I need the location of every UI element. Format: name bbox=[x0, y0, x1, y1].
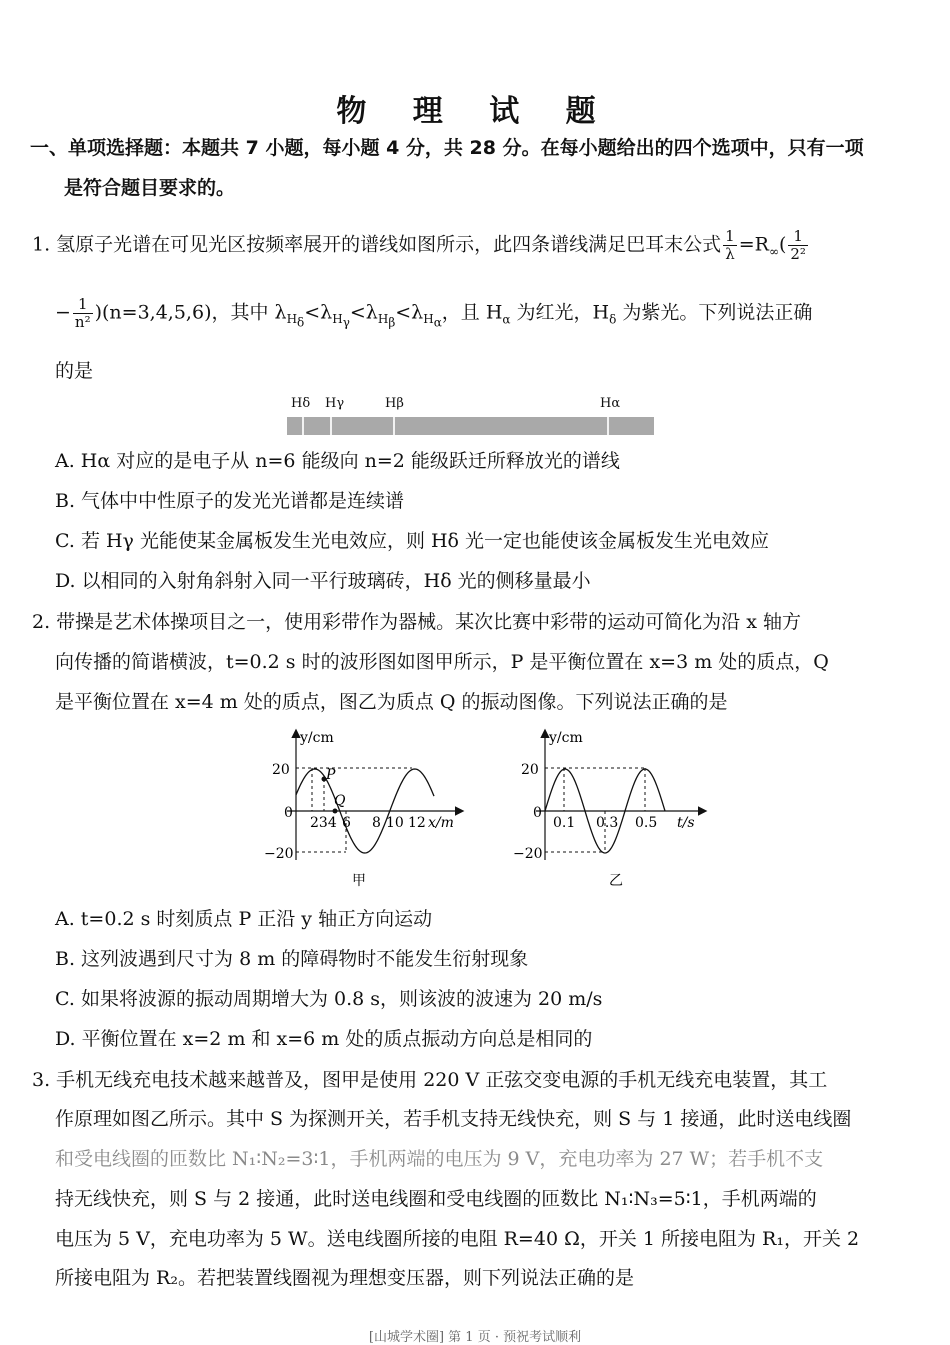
q1-text-4: 为红光，H bbox=[510, 301, 610, 324]
t-axis-label: t/s bbox=[677, 815, 695, 831]
spectrum-label-halpha: Hα bbox=[600, 396, 621, 411]
section-heading-line1: 一、单项选择题：本题共 7 小题，每小题 4 分，共 28 分。在每小题给出的四个选项中，只有一项 bbox=[30, 137, 864, 159]
point-q bbox=[333, 809, 338, 814]
fraction-1-over-2sq: $\frac{1}{\text{2²}}$ bbox=[790, 227, 806, 263]
spectrum-line-hdelta bbox=[302, 417, 304, 435]
q3-line2: 作原理如图乙所示。其中 S 为探测开关，若手机支持无线快充，则 S 与 1 接通，此时送电线圈 bbox=[55, 1108, 852, 1130]
q2-option-b: B. 这列波遇到尺寸为 8 m 的障碍物时不能发生衍射现象 bbox=[55, 948, 529, 970]
xtick-8: 8 bbox=[372, 815, 381, 831]
q3-line5: 电压为 5 V，充电功率为 5 W。送电线圈所接的电阻 R=40 Ω，开关 1 所接电阻为 R₁，开关 2 bbox=[55, 1228, 860, 1250]
q1-option-d: D. 以相同的入射角斜射入同一平行玻璃砖，Hδ 光的侧移量最小 bbox=[55, 570, 591, 592]
xtick-234: 234 bbox=[310, 815, 337, 831]
dashed-verticals bbox=[564, 768, 645, 852]
q1-text: 1. 氢原子光谱在可见光区按频率展开的谱线如图所示，此四条谱线满足巴耳末公式 bbox=[32, 233, 722, 256]
ytick-neg20: −20 bbox=[264, 846, 294, 862]
ytick-0: 0 bbox=[533, 805, 542, 821]
fraction-1-over-n-sq: $\frac{1}{\text{n²}}$ bbox=[74, 295, 91, 331]
ytick-20: 20 bbox=[521, 762, 539, 778]
spectrum-label-hgamma: Hγ bbox=[325, 396, 345, 411]
page-footer: [山城学术圈] 第 1 页 · 预祝考试顺利 bbox=[368, 1330, 582, 1345]
caption-yi: 乙 bbox=[609, 873, 623, 889]
figure-vibration bbox=[505, 725, 715, 890]
q1-line1: 1. 氢原子光谱在可见光区按频率展开的谱线如图所示，此四条谱线满足巴耳末公式 $\frac{1}{\lambda}$ $=R_\infty$( $\frac{1}{\text{2²}}$ bbox=[32, 227, 806, 263]
q3-line1: 3. 手机无线充电技术越来越普及，图甲是使用 220 V 正弦交变电源的手机无线充电装置，其工 bbox=[32, 1069, 828, 1091]
paren: ( bbox=[778, 233, 787, 256]
ytick-20: 20 bbox=[272, 762, 290, 778]
q3-line4: 持无线快充，则 S 与 2 接通，此时送电线圈和受电线圈的匝数比 N₁∶N₃=5∶1，手机两端的 bbox=[55, 1188, 817, 1210]
ytick-0: 0 bbox=[284, 805, 293, 821]
spectrum-line-hgamma bbox=[330, 417, 332, 435]
xtick-10: 10 bbox=[386, 815, 404, 831]
figure-wave bbox=[262, 725, 472, 890]
ttick-0.1: 0.1 bbox=[553, 815, 576, 831]
spectrum-line-hbeta bbox=[393, 417, 395, 435]
q2-line1: 2. 带操是艺术体操项目之一，使用彩带作为器械。某次比赛中彩带的运动可简化为沿 x 轴方 bbox=[32, 611, 801, 633]
q2-line3: 是平衡位置在 x=4 m 处的质点，图乙为质点 Q 的振动图像。下列说法正确的是 bbox=[55, 691, 728, 713]
lt-1: <λ bbox=[304, 301, 333, 324]
dashed-guides bbox=[296, 768, 412, 852]
section-heading-line2: 是符合题目要求的。 bbox=[64, 177, 236, 199]
sub-alpha: α bbox=[502, 312, 511, 327]
fraction-1-over-lambda: $\frac{1}{\lambda}$ bbox=[725, 227, 735, 263]
q2-line2: 向传播的简谐横波，t=0.2 s 时的波形图如图甲所示，P 是平衡位置在 x=3 m 处的质点，Q bbox=[55, 651, 829, 673]
sub-delta: δ bbox=[609, 312, 617, 327]
q3-line6: 所接电阻为 R₂。若把装置线圈视为理想变压器，则下列说法正确的是 bbox=[55, 1267, 634, 1289]
spectrum-label-hbeta: Hβ bbox=[385, 396, 404, 411]
minus: − bbox=[55, 301, 71, 324]
caption-jia: 甲 bbox=[352, 873, 366, 889]
q3-line3: 和受电线圈的匝数比 N₁∶N₂=3∶1，手机两端的电压为 9 V，充电功率为 27 W；若手机不支 bbox=[55, 1148, 824, 1170]
q2-option-d: D. 平衡位置在 x=2 m 和 x=6 m 处的质点振动方向总是相同的 bbox=[55, 1028, 593, 1050]
q1-text-5: 为紫光。下列说法正确 bbox=[616, 301, 813, 324]
section-heading bbox=[30, 128, 920, 208]
q1-line2: − $\frac{1}{\text{n²}}$ )(n=3,4,5,6)，其中 $\lambda_{H_\delta}<\lambda_{H_\gamma}<\lambda_{H_\beta}<\lambda_{H_\alpha}$，且 $H_\alpha$ 为红光，$H_\delta$ 为紫光。下列说法正确 bbox=[55, 295, 813, 331]
q1-option-c: C. 若 Hγ 光能使某金属板发生光电效应，则 Hδ 光一定也能使该金属板发生光电效应 bbox=[55, 530, 770, 552]
page-title: 物 理 试 题 bbox=[336, 94, 614, 129]
lt-2: <λ bbox=[349, 301, 378, 324]
spectrum-bar bbox=[287, 417, 654, 435]
x-axis-label: x/m bbox=[428, 815, 454, 831]
label-q: Q bbox=[334, 793, 346, 809]
ttick-0.5: 0.5 bbox=[635, 815, 658, 831]
ttick-0.3: 0.3 bbox=[596, 815, 619, 831]
xtick-6: 6 bbox=[342, 815, 351, 831]
q1-line3: 的是 bbox=[55, 360, 94, 382]
q1-text-3: ，且 H bbox=[441, 301, 503, 324]
ytick-neg20: −20 bbox=[513, 846, 543, 862]
q1-text-2: )(n=3,4,5,6)，其中 λ bbox=[94, 301, 287, 324]
label-p: P bbox=[326, 767, 336, 783]
q2-option-c: C. 如果将波源的振动周期增大为 0.8 s，则该波的波速为 20 m/s bbox=[55, 988, 603, 1010]
y-axis-label: y/cm bbox=[300, 730, 334, 746]
xtick-12: 12 bbox=[408, 815, 426, 831]
spectrum-line-halpha bbox=[607, 417, 609, 435]
spectrum-label-hdelta: Hδ bbox=[291, 396, 311, 411]
q1-option-a: A. Hα 对应的是电子从 n=6 能级向 n=2 能级跃迁所释放光的谱线 bbox=[55, 450, 620, 472]
y-axis-label: y/cm bbox=[549, 730, 583, 746]
q1-option-b: B. 气体中中性原子的发光光谱都是连续谱 bbox=[55, 490, 405, 512]
rydberg-symbol: =R bbox=[738, 233, 769, 256]
q2-option-a: A. t=0.2 s 时刻质点 P 正沿 y 轴正方向运动 bbox=[55, 908, 433, 930]
lt-3: <λ bbox=[395, 301, 424, 324]
